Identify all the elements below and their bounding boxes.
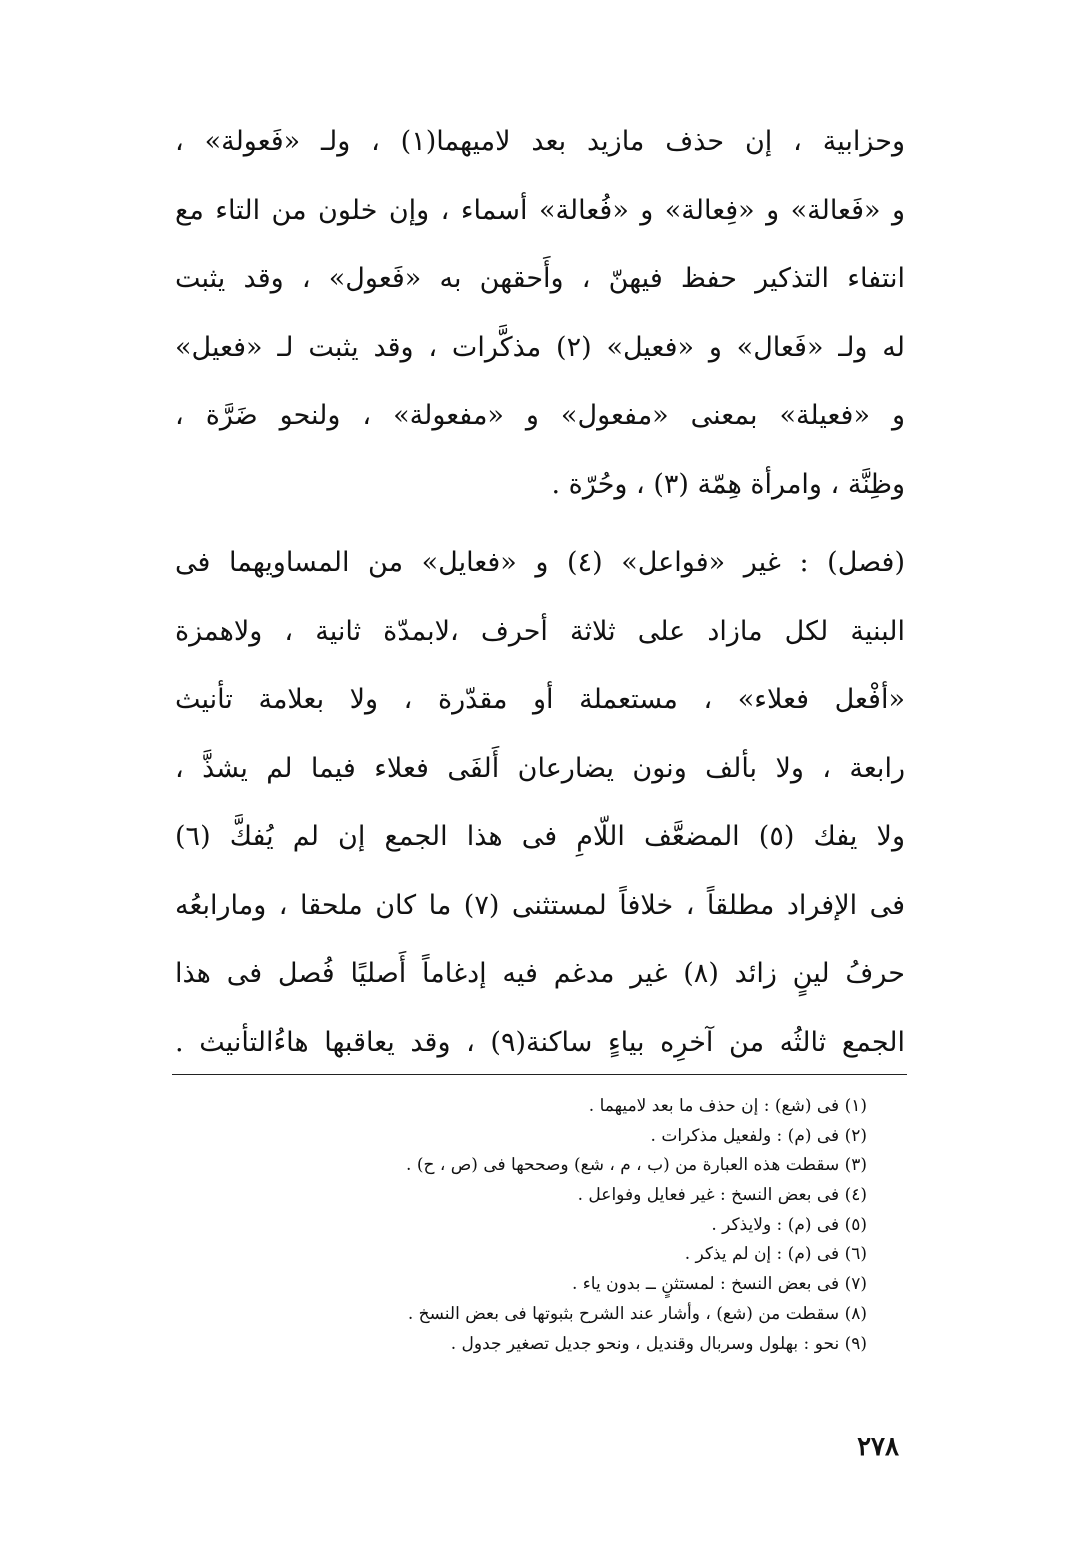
text-line: (فصل) : غير «فواعل» (٤) و «فعايل» من المساويهما فى <box>175 547 905 578</box>
footnote: (٧) فى بعض النسخ : لمستثنٍ ــ بدون ياء . <box>572 1274 867 1295</box>
text-line: ولا يفك (٥) المضعَّف اللّامِ فى هذا الجمع إن لم يُفكَّ (٦) <box>175 821 905 852</box>
text-line: له ولـ «فَعال» و «فعيل» (٢) مذكَّرات ، وقد يثبت لـ «فعيل» <box>175 331 905 363</box>
text-line: وظِنَّة ، وامرأة هِمّة (٣) ، وحُرّة . <box>551 468 905 500</box>
footnote: (٨) سقطت من (شع) ، وأشار عند الشرح بثبوتها فى بعض النسخ . <box>407 1303 867 1324</box>
footnote: (٦) فى (م) : إن لم يذكر . <box>684 1244 867 1265</box>
main-text <box>175 108 905 1077</box>
footnote: (٣) سقطت هذه العبارة من (ب ، م ، شع) وصححها فى (ص ، ح) . <box>406 1155 867 1176</box>
text-line: رابعة ، ولا بألف ونون يضارعان أَلفَى فعلاء فيما لم يشذَّ ، <box>175 752 905 784</box>
text-line: و «فَعالة» و «فِعالة» و «فُعالة» أسماء ، وإن خلون من التاء مع <box>175 194 905 226</box>
text-line: حرفُ لينٍ زائد (٨) غير مدغم فيه إدغاماً أَصليًا فُصل فى هذا <box>175 958 905 989</box>
footnote: (٩) نحو : بهلول وسربال وقنديل ، ونحو جديل تصغير جدول . <box>450 1333 867 1354</box>
text-line: «أفْعل فعلاء» ، مستعملة أو مقدّرة ، ولا بعلامة تأنيث <box>175 684 905 715</box>
footnote: (٥) فى (م) : ولايذكر . <box>711 1214 867 1235</box>
text-line: انتفاء التذكير حفظ فيهنّ ، وأَحقهن به «فَعول» ، وقد يثبت <box>175 263 905 294</box>
text-line: فى الإفراد مطلقاً ، خلافاً لمستثنى (٧) ما كان ملحقا ، ومارابعُه <box>175 889 906 921</box>
footnote: (٢) فى (م) : ولفعيل مذكرات . <box>650 1125 867 1146</box>
footnote-divider <box>172 1074 907 1075</box>
text-line: البنية لكل مازاد على ثلاثة أحرف ،لابمدّة ثانية ، ولاهمزة <box>175 615 905 647</box>
page-number: ٢٧٨ <box>857 1432 899 1462</box>
footnote: (١) فى (شع) : إن حذف ما بعد لاميهما . <box>588 1096 867 1116</box>
text-line: الجمع ثالثُه من آخرِه بياءٍ ساكنة(٩) ، وقد يعاقبها هاءُالتأنيث . <box>175 1026 905 1058</box>
text-line: و «فعيلة» بمعنى «مفعول» و «مفعولة» ، ولنحو ضَرَّة ، <box>175 400 905 431</box>
footnote: (٤) فى بعض النسخ : غير فعايل وفواعل . <box>577 1185 867 1206</box>
text-line: وحزابية ، إن حذف مازيد بعد لاميهما(١) ، ولـ «فَعولة» ، <box>175 126 905 157</box>
footnotes <box>227 1092 867 1359</box>
